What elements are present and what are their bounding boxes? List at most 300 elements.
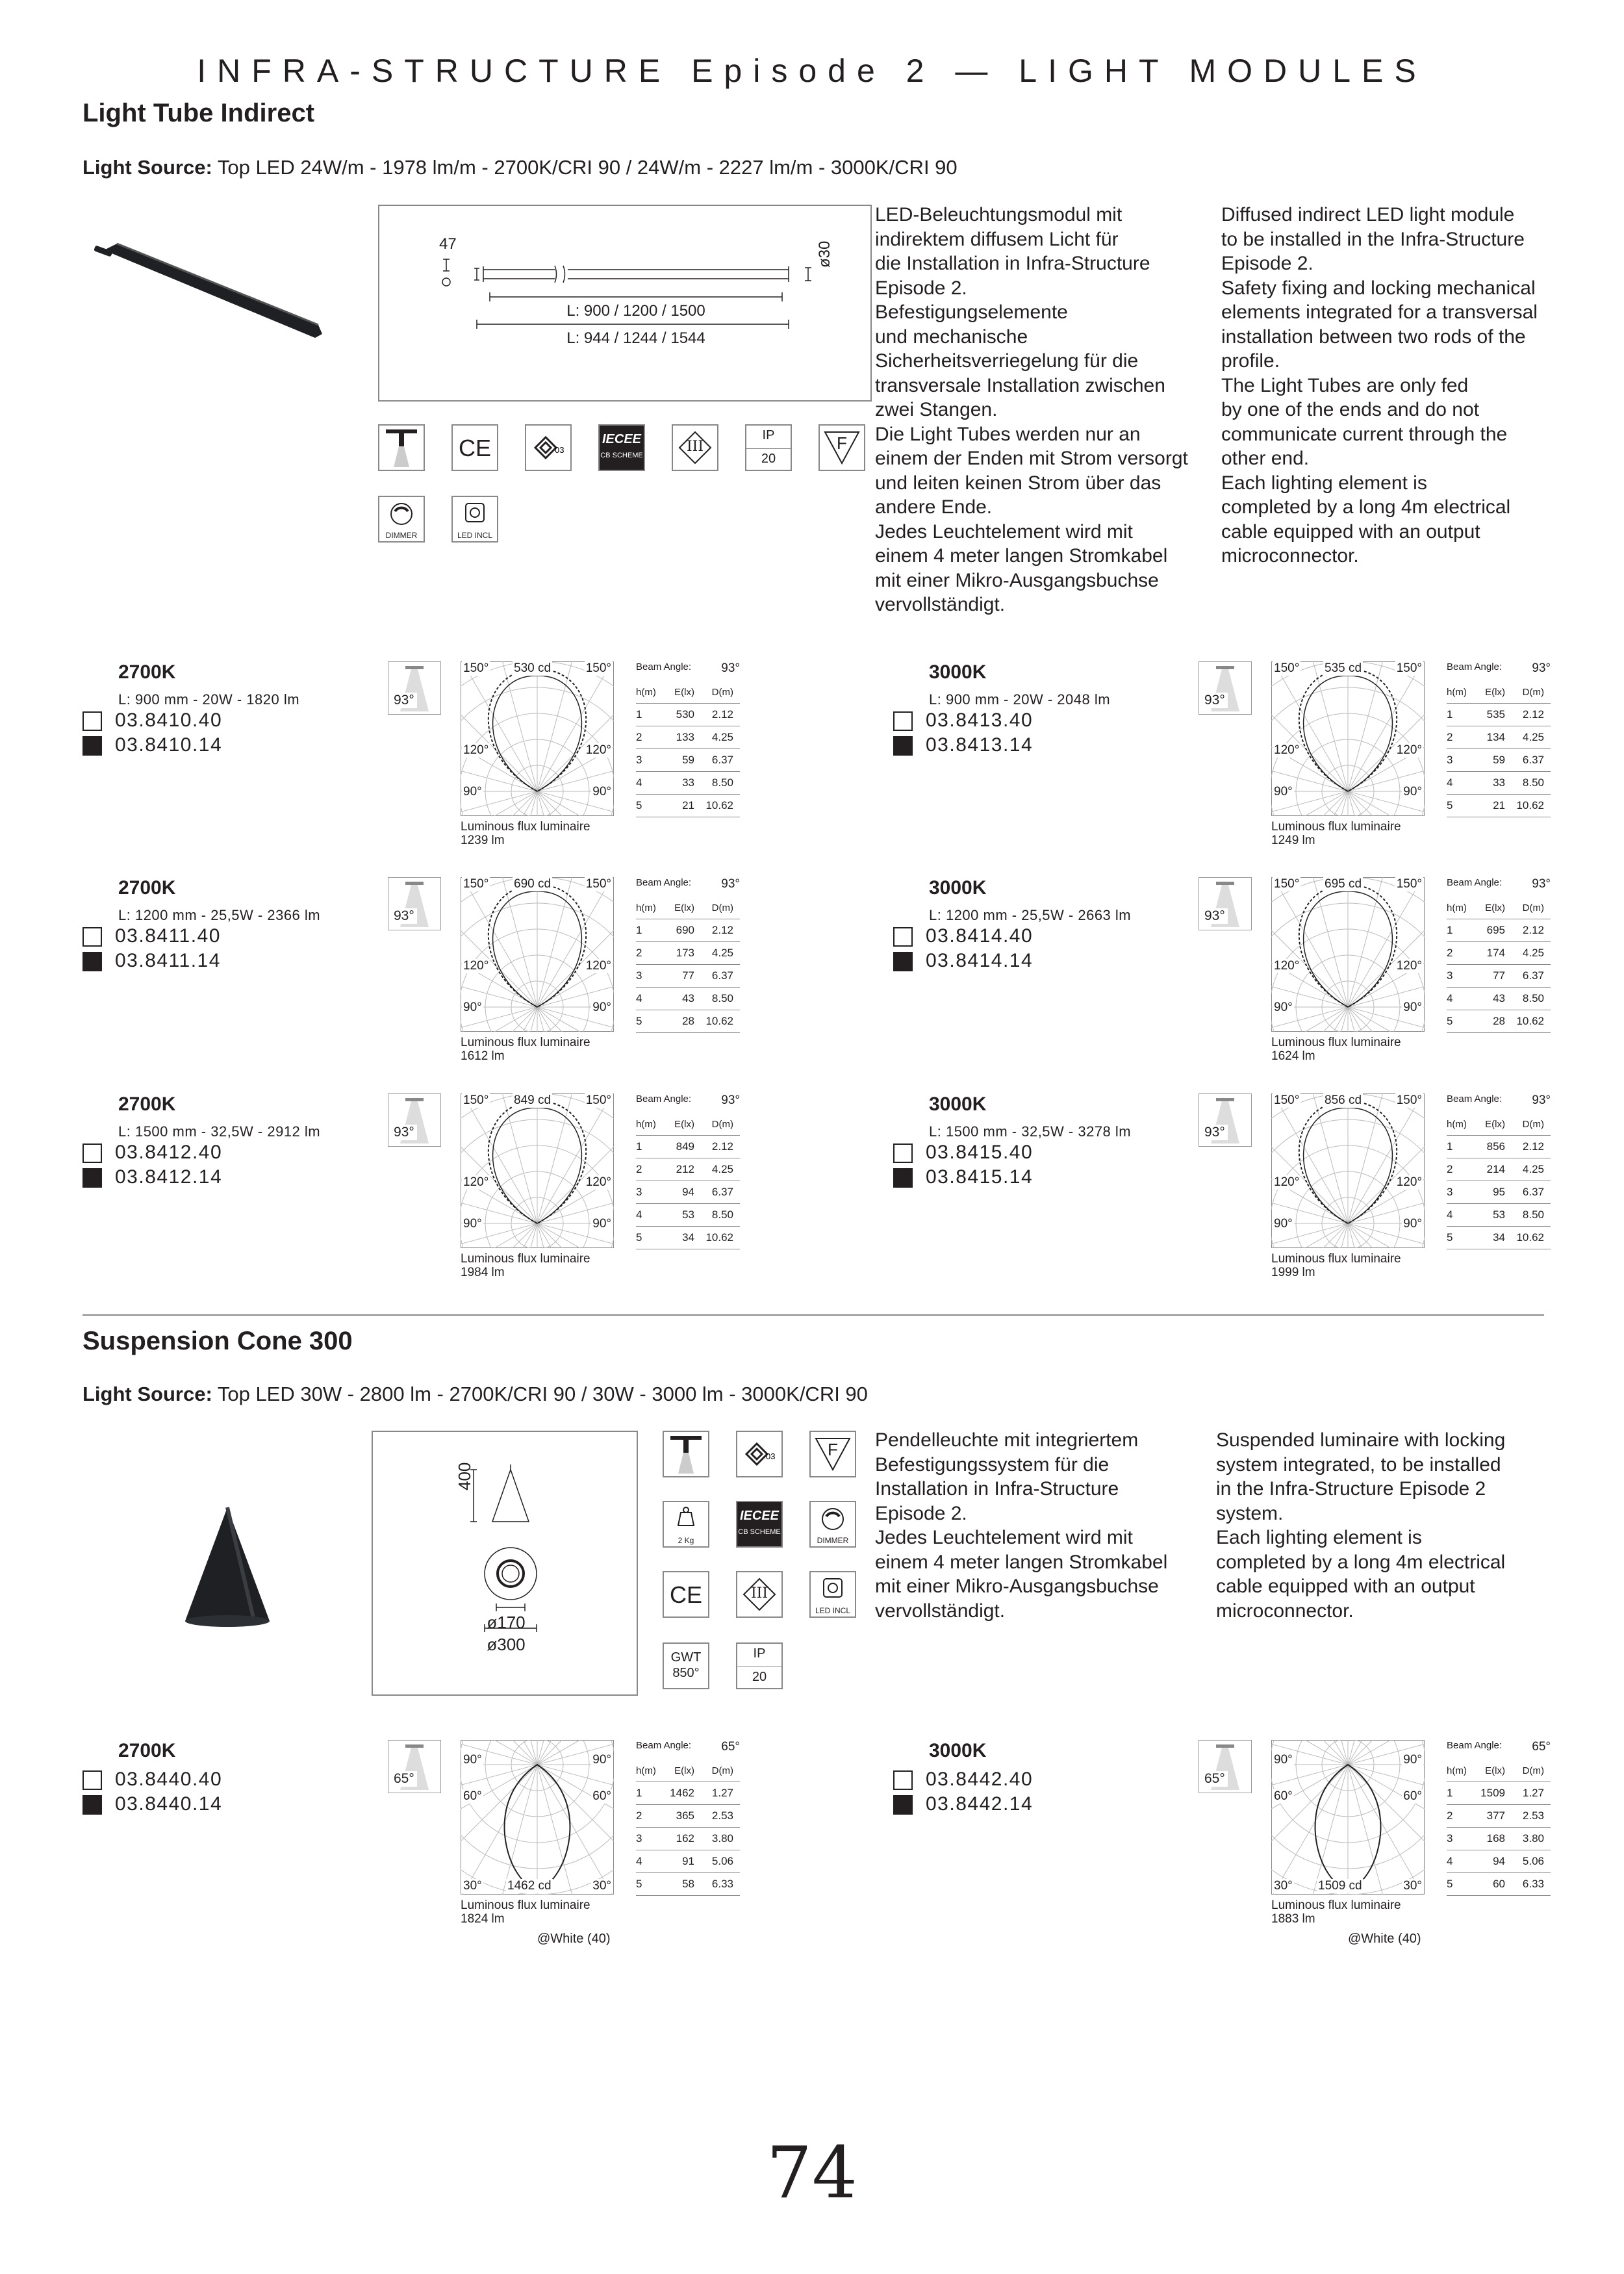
table-cell: 2.53 xyxy=(1522,1809,1544,1822)
source-value: Top LED 30W - 2800 lm - 2700K/CRI 90 / 30W - 3000 lm - 3000K/CRI 90 xyxy=(217,1383,868,1405)
article-codes xyxy=(893,1767,1033,1817)
table-cell: 173 xyxy=(676,947,694,959)
dimmer-icon: DIMMER xyxy=(378,496,425,543)
beam-angle-value: 93° xyxy=(1532,877,1551,891)
table-cell: 10.62 xyxy=(1516,799,1544,811)
table-header-cell: D(m) xyxy=(711,902,733,913)
photometric-table xyxy=(636,661,740,817)
table-cell: 33 xyxy=(1493,776,1505,789)
angle-label: 90° xyxy=(463,1753,482,1767)
variant-spec: L: 1200 mm - 25,5W - 2663 lm xyxy=(929,907,1132,923)
table-cell: 3 xyxy=(1447,969,1453,982)
table-cell: 1.27 xyxy=(711,1787,733,1799)
table-cell: 53 xyxy=(1493,1208,1505,1221)
luminous-flux-label: Luminous flux luminaire xyxy=(461,1898,590,1912)
table-cell: 4.25 xyxy=(711,947,733,959)
table-row xyxy=(1447,1181,1551,1204)
table-cell: 21 xyxy=(1493,799,1505,811)
angle-label: 60° xyxy=(463,1789,482,1803)
iecee-cb-scheme-icon: IECEE CB SCHEME xyxy=(736,1501,783,1548)
color-temperature: 3000K xyxy=(929,661,987,683)
angle-label: 150° xyxy=(1396,1093,1422,1107)
angle-label: 150° xyxy=(463,661,489,675)
table-cell: 3 xyxy=(636,1832,642,1845)
black-finish-swatch xyxy=(82,952,102,971)
table-row xyxy=(1447,919,1551,942)
angle-label: 120° xyxy=(1274,1175,1300,1189)
table-row xyxy=(636,1010,740,1033)
table-row xyxy=(1447,1850,1551,1873)
cone-inner-diameter: ø170 xyxy=(487,1613,526,1632)
angle-label: 120° xyxy=(463,1175,489,1189)
enec-03-icon xyxy=(736,1431,783,1477)
table-cell: 8.50 xyxy=(1522,992,1544,1004)
variant-block xyxy=(82,877,862,1092)
table-cell: 5 xyxy=(1447,799,1453,811)
beam-angle-label: 93° xyxy=(391,908,417,924)
section-title-light-tube: Light Tube Indirect xyxy=(82,99,315,127)
article-code: 03.8413.14 xyxy=(926,734,1034,756)
article-code: 03.8415.40 xyxy=(926,1142,1034,1163)
beam-angle-caption: Beam Angle: xyxy=(636,661,692,672)
color-temperature: 2700K xyxy=(118,1740,176,1761)
color-temperature: 3000K xyxy=(929,1740,987,1761)
black-finish-swatch xyxy=(82,1795,102,1815)
luminous-flux-value: 1984 lm xyxy=(461,1266,505,1279)
beam-angle-row xyxy=(1447,1740,1551,1759)
table-cell: 6.37 xyxy=(711,754,733,766)
table-cell: 6.37 xyxy=(711,1186,733,1198)
article-code-white xyxy=(82,1140,222,1165)
white-finish-swatch xyxy=(893,1770,913,1790)
led-incl-icon: LED INCL xyxy=(451,496,498,543)
polar-diagram xyxy=(1271,1093,1425,1248)
table-header-cell: E(lx) xyxy=(1485,686,1505,698)
angle-label: 150° xyxy=(1274,877,1300,891)
article-code-white xyxy=(82,708,222,733)
table-cell: 134 xyxy=(1486,731,1505,743)
table-row xyxy=(636,919,740,942)
table-cell: 6.37 xyxy=(1522,754,1544,766)
angle-label: 120° xyxy=(1396,743,1422,757)
table-cell: 2 xyxy=(1447,1809,1453,1822)
table-row xyxy=(1447,1010,1551,1033)
luminous-flux xyxy=(461,1036,590,1063)
table-cell: 695 xyxy=(1486,924,1505,936)
angle-label: 120° xyxy=(1274,743,1300,757)
table-row xyxy=(636,772,740,795)
beam-angle-label: 65° xyxy=(1202,1771,1228,1787)
article-code: 03.8411.14 xyxy=(115,950,221,971)
beam-angle-row xyxy=(636,877,740,897)
table-cell: 849 xyxy=(676,1140,694,1153)
peak-intensity-label: 695 cd xyxy=(1325,877,1362,891)
table-cell: 59 xyxy=(682,754,694,766)
table-header-cell: D(m) xyxy=(711,1118,733,1130)
table-cell: 1 xyxy=(636,924,642,936)
photometric-table xyxy=(1447,1093,1551,1249)
article-code-white xyxy=(893,1140,1033,1165)
table-header-cell: E(lx) xyxy=(1485,902,1505,913)
article-codes xyxy=(82,1767,222,1817)
table-cell: 10.62 xyxy=(1516,1015,1544,1027)
article-code-white xyxy=(893,924,1033,949)
table-row xyxy=(636,942,740,965)
table-cell: 95 xyxy=(1493,1186,1505,1198)
f-mark-icon: F xyxy=(809,1431,856,1477)
cone-source xyxy=(82,1383,868,1406)
table-cell: 5 xyxy=(636,1231,642,1244)
article-code: 03.8414.40 xyxy=(926,925,1034,947)
article-code: 03.8442.40 xyxy=(926,1769,1034,1790)
table-header-cell: h(m) xyxy=(636,1765,656,1776)
black-finish-swatch xyxy=(893,1168,913,1188)
luminous-flux-value: 1824 lm xyxy=(461,1912,505,1926)
table-cell: 856 xyxy=(1486,1140,1505,1153)
table-header xyxy=(636,681,740,704)
white-finish-swatch xyxy=(893,711,913,731)
table-cell: 34 xyxy=(1493,1231,1505,1244)
table-cell: 1462 xyxy=(670,1787,694,1799)
beam-angle-label: 65° xyxy=(391,1771,417,1787)
table-cell: 4.25 xyxy=(1522,1163,1544,1175)
page-number: 74 xyxy=(767,2131,857,2214)
table-cell: 3.80 xyxy=(1522,1832,1544,1845)
table-cell: 5 xyxy=(636,1015,642,1027)
table-cell: 4 xyxy=(636,992,642,1004)
led-incl-icon: LED INCL xyxy=(809,1571,856,1618)
angle-label: 90° xyxy=(1274,1001,1293,1014)
black-finish-swatch xyxy=(82,736,102,756)
light-tube-drawing-box xyxy=(378,205,872,402)
table-cell: 168 xyxy=(1486,1832,1505,1845)
table-cell: 2 xyxy=(1447,947,1453,959)
table-cell: 4 xyxy=(1447,1208,1453,1221)
article-code: 03.8412.40 xyxy=(115,1142,223,1163)
black-finish-swatch xyxy=(893,1795,913,1815)
table-row xyxy=(1447,1158,1551,1181)
polar-diagram xyxy=(1271,877,1425,1032)
table-cell: 77 xyxy=(1493,969,1505,982)
table-cell: 53 xyxy=(682,1208,694,1221)
luminous-flux-value: 1249 lm xyxy=(1271,834,1315,847)
photometric-table xyxy=(636,1093,740,1249)
table-row xyxy=(636,965,740,988)
table-cell: 1 xyxy=(1447,708,1453,721)
table-cell: 59 xyxy=(1493,754,1505,766)
table-cell: 3.80 xyxy=(711,1832,733,1845)
table-cell: 3 xyxy=(636,754,642,766)
angle-label: 90° xyxy=(592,785,611,798)
table-header-cell: h(m) xyxy=(636,686,656,698)
beam-angle-row xyxy=(1447,1093,1551,1113)
peak-intensity-label: 690 cd xyxy=(514,877,552,891)
table-header xyxy=(1447,1759,1551,1782)
table-cell: 3 xyxy=(636,969,642,982)
polar-diagram xyxy=(461,1740,614,1895)
beam-angle-label: 93° xyxy=(391,1125,417,1140)
table-cell: 5 xyxy=(636,1878,642,1890)
table-row xyxy=(636,1805,740,1828)
article-code-black xyxy=(893,949,1033,973)
article-code: 03.8440.14 xyxy=(115,1793,223,1815)
angle-label: 90° xyxy=(1274,785,1293,798)
angle-label: 30° xyxy=(463,1879,482,1893)
table-cell: 28 xyxy=(1493,1015,1505,1027)
beam-angle-caption: Beam Angle: xyxy=(636,1740,692,1751)
table-cell: 530 xyxy=(676,708,694,721)
table-cell: 2 xyxy=(1447,731,1453,743)
table-cell: 91 xyxy=(682,1855,694,1867)
table-cell: 8.50 xyxy=(711,992,733,1004)
beam-angle-value: 93° xyxy=(721,1093,740,1107)
table-cell: 28 xyxy=(682,1015,694,1027)
table-cell: 4 xyxy=(1447,992,1453,1004)
beam-angle-label: 93° xyxy=(391,693,417,708)
table-cell: 10.62 xyxy=(705,1231,733,1244)
table-row xyxy=(636,749,740,772)
drawing-length-label: L: 900 / 1200 / 1500 xyxy=(566,302,705,320)
light-tube-product-image xyxy=(91,214,338,344)
beam-angle-row xyxy=(636,1093,740,1113)
cone-desc-en: Suspended luminaire with locking system integrated, to be installed in the Infra-Structure Episode 2 system. Each lighting element is completed by a long 4m electrical cable equipped with an output microconnector. xyxy=(1216,1429,1506,1622)
source-value: Top LED 24W/m - 1978 lm/m - 2700K/CRI 90 / 24W/m - 2227 lm/m - 3000K/CRI 90 xyxy=(217,156,958,179)
table-cell: 1 xyxy=(636,708,642,721)
article-codes xyxy=(893,708,1033,758)
table-cell: 3 xyxy=(1447,1186,1453,1198)
table-cell: 2.12 xyxy=(711,924,733,936)
table-row xyxy=(636,1828,740,1850)
article-codes xyxy=(82,924,221,973)
angle-label: 90° xyxy=(1403,785,1422,798)
table-header xyxy=(1447,897,1551,919)
class-iii-icon: III xyxy=(672,424,718,471)
luminous-flux-value: 1883 lm xyxy=(1271,1912,1315,1926)
photometric-table xyxy=(636,1740,740,1896)
table-header-cell: h(m) xyxy=(1447,1118,1467,1130)
table-cell: 212 xyxy=(676,1163,694,1175)
cone-drawing-box xyxy=(372,1431,638,1696)
luminous-flux xyxy=(461,1252,590,1279)
table-cell: 5 xyxy=(1447,1231,1453,1244)
angle-label: 90° xyxy=(1403,1217,1422,1231)
table-cell: 6.37 xyxy=(711,969,733,982)
article-code-black xyxy=(82,733,222,758)
peak-intensity-label: 1462 cd xyxy=(507,1879,552,1893)
article-codes xyxy=(82,1140,222,1190)
table-cell: 2.12 xyxy=(1522,708,1544,721)
table-row xyxy=(636,795,740,817)
variant-block xyxy=(82,1093,862,1308)
angle-label: 90° xyxy=(592,1753,611,1767)
table-cell: 43 xyxy=(682,992,694,1004)
black-finish-swatch xyxy=(893,952,913,971)
table-row xyxy=(1447,704,1551,726)
article-codes xyxy=(893,924,1033,973)
table-row xyxy=(1447,942,1551,965)
angle-label: 120° xyxy=(463,743,489,757)
table-cell: 377 xyxy=(1486,1809,1505,1822)
article-code: 03.8415.14 xyxy=(926,1166,1034,1188)
beam-angle-value: 65° xyxy=(1532,1740,1551,1754)
article-codes xyxy=(82,708,222,758)
luminous-flux-label: Luminous flux luminaire xyxy=(1271,1036,1401,1049)
beam-angle-value: 93° xyxy=(1532,1093,1551,1107)
table-cell: 6.37 xyxy=(1522,969,1544,982)
peak-intensity-label: 535 cd xyxy=(1325,661,1362,675)
table-cell: 4.25 xyxy=(1522,947,1544,959)
class-iii-icon: III xyxy=(736,1571,783,1618)
luminous-flux-label: Luminous flux luminaire xyxy=(461,1252,590,1266)
cone-product-image xyxy=(175,1501,279,1631)
table-cell: 1 xyxy=(1447,1787,1453,1799)
angle-label: 90° xyxy=(1274,1753,1293,1767)
ip-rating-icon: IP 20 xyxy=(736,1642,783,1689)
angle-label: 150° xyxy=(1396,877,1422,891)
table-header xyxy=(1447,1113,1551,1136)
angle-label: 90° xyxy=(463,1001,482,1014)
color-temperature: 3000K xyxy=(929,877,987,899)
table-row xyxy=(1447,1227,1551,1249)
table-row xyxy=(1447,1873,1551,1896)
table-cell: 2 xyxy=(636,1163,642,1175)
table-cell: 60 xyxy=(1493,1878,1505,1890)
table-row xyxy=(636,1136,740,1158)
angle-label: 60° xyxy=(1274,1789,1293,1803)
table-row xyxy=(636,1204,740,1227)
article-code: 03.8411.40 xyxy=(115,925,221,947)
table-header-cell: E(lx) xyxy=(674,686,694,698)
svg-text:03: 03 xyxy=(766,1451,776,1461)
table-cell: 5 xyxy=(1447,1015,1453,1027)
beam-angle-row xyxy=(1447,877,1551,897)
peak-intensity-label: 1509 cd xyxy=(1318,1879,1362,1893)
light-tube-source xyxy=(82,156,958,179)
table-cell: 1 xyxy=(636,1787,642,1799)
article-code-black xyxy=(82,949,221,973)
table-cell: 43 xyxy=(1493,992,1505,1004)
weight-icon: 2 Kg xyxy=(663,1501,709,1548)
table-header-cell: h(m) xyxy=(636,1118,656,1130)
table-header-cell: D(m) xyxy=(1522,902,1544,913)
peak-intensity-label: 530 cd xyxy=(514,661,552,675)
luminous-flux-label: Luminous flux luminaire xyxy=(1271,1252,1401,1266)
white-finish-swatch xyxy=(82,1143,102,1163)
angle-label: 60° xyxy=(592,1789,611,1803)
table-row xyxy=(1447,1136,1551,1158)
table-cell: 2.12 xyxy=(711,1140,733,1153)
table-cell: 162 xyxy=(676,1832,694,1845)
section-title-cone: Suspension Cone 300 xyxy=(82,1327,353,1355)
page-title: INFRA-STRUCTURE Episode 2 — LIGHT MODULES xyxy=(197,53,1427,89)
table-cell: 10.62 xyxy=(1516,1231,1544,1244)
table-cell: 21 xyxy=(682,799,694,811)
table-cell: 8.50 xyxy=(711,776,733,789)
table-row xyxy=(1447,965,1551,988)
luminous-flux-value: 1999 lm xyxy=(1271,1266,1315,1279)
table-cell: 4 xyxy=(636,1208,642,1221)
gwt-icon: GWT 850° xyxy=(663,1642,709,1689)
table-header-cell: h(m) xyxy=(1447,902,1467,913)
photometric-table xyxy=(1447,661,1551,817)
table-cell: 2.12 xyxy=(1522,1140,1544,1153)
beam-angle-row xyxy=(636,661,740,681)
table-header-cell: h(m) xyxy=(1447,686,1467,698)
angle-label: 30° xyxy=(1274,1879,1293,1893)
photometric-table xyxy=(1447,877,1551,1033)
table-cell: 6.33 xyxy=(711,1878,733,1890)
table-cell: 4 xyxy=(636,776,642,789)
beam-angle-value: 93° xyxy=(721,661,740,675)
table-row xyxy=(1447,749,1551,772)
table-cell: 2 xyxy=(1447,1163,1453,1175)
beam-angle-caption: Beam Angle: xyxy=(1447,661,1503,672)
variant-spec: L: 900 mm - 20W - 1820 lm xyxy=(118,691,300,708)
cone-height-label: 400 xyxy=(455,1462,474,1490)
table-cell: 1 xyxy=(636,1140,642,1153)
table-cell: 33 xyxy=(682,776,694,789)
variant-block xyxy=(893,877,1624,1092)
beam-angle-label: 93° xyxy=(1202,693,1228,708)
luminous-flux xyxy=(461,1898,590,1926)
ce-mark-icon: CE xyxy=(451,424,498,471)
drawing-total-length-label: L: 944 / 1244 / 1544 xyxy=(566,329,705,347)
beam-angle-row xyxy=(1447,661,1551,681)
table-row xyxy=(1447,795,1551,817)
peak-intensity-label: 849 cd xyxy=(514,1093,552,1107)
table-header-cell: E(lx) xyxy=(1485,1118,1505,1130)
table-cell: 1 xyxy=(1447,1140,1453,1153)
table-cell: 5 xyxy=(636,799,642,811)
article-code: 03.8412.14 xyxy=(115,1166,223,1188)
table-cell: 4.25 xyxy=(711,1163,733,1175)
variant-block xyxy=(893,661,1624,876)
polar-diagram xyxy=(461,877,614,1032)
beam-angle-caption: Beam Angle: xyxy=(1447,1093,1503,1105)
table-cell: 4 xyxy=(1447,776,1453,789)
luminous-flux xyxy=(461,820,590,847)
dimmer-icon: DIMMER xyxy=(809,1501,856,1548)
table-cell: 2 xyxy=(636,731,642,743)
white-finish-swatch xyxy=(893,927,913,947)
table-cell: 214 xyxy=(1486,1163,1505,1175)
table-cell: 4 xyxy=(636,1855,642,1867)
article-code-black xyxy=(82,1165,222,1190)
table-header-cell: h(m) xyxy=(1447,1765,1467,1776)
table-cell: 5.06 xyxy=(711,1855,733,1867)
photometric-table xyxy=(636,877,740,1033)
beam-angle-value: 93° xyxy=(1532,661,1551,675)
table-row xyxy=(1447,1805,1551,1828)
f-mark-icon: F xyxy=(818,424,865,471)
white-finish-swatch xyxy=(893,1143,913,1163)
table-cell: 34 xyxy=(682,1231,694,1244)
light-tube-desc-en: Diffused indirect LED light module to be installed in the Infra-Structure Episode 2. Safety fixing and locking mechanical elements integrated for a transversal installation between two rods of the profile. The Light Tubes are only fed by one of the ends and do not communicate current through the other end. Each lighting element is completed by a long 4m electrical cable equipped with an output microconnector. xyxy=(1221,204,1538,567)
table-cell: 1509 xyxy=(1480,1787,1505,1799)
table-cell: 58 xyxy=(682,1878,694,1890)
table-cell: 1.27 xyxy=(1522,1787,1544,1799)
cone-outer-diameter: ø300 xyxy=(487,1635,526,1654)
table-cell: 77 xyxy=(682,969,694,982)
variant-block xyxy=(82,1740,862,1954)
variant-block xyxy=(893,1093,1624,1308)
table-cell: 133 xyxy=(676,731,694,743)
table-cell: 1 xyxy=(1447,924,1453,936)
black-finish-swatch xyxy=(82,1168,102,1188)
table-cell: 6.37 xyxy=(1522,1186,1544,1198)
table-cell: 174 xyxy=(1486,947,1505,959)
polar-diagram xyxy=(461,1093,614,1248)
